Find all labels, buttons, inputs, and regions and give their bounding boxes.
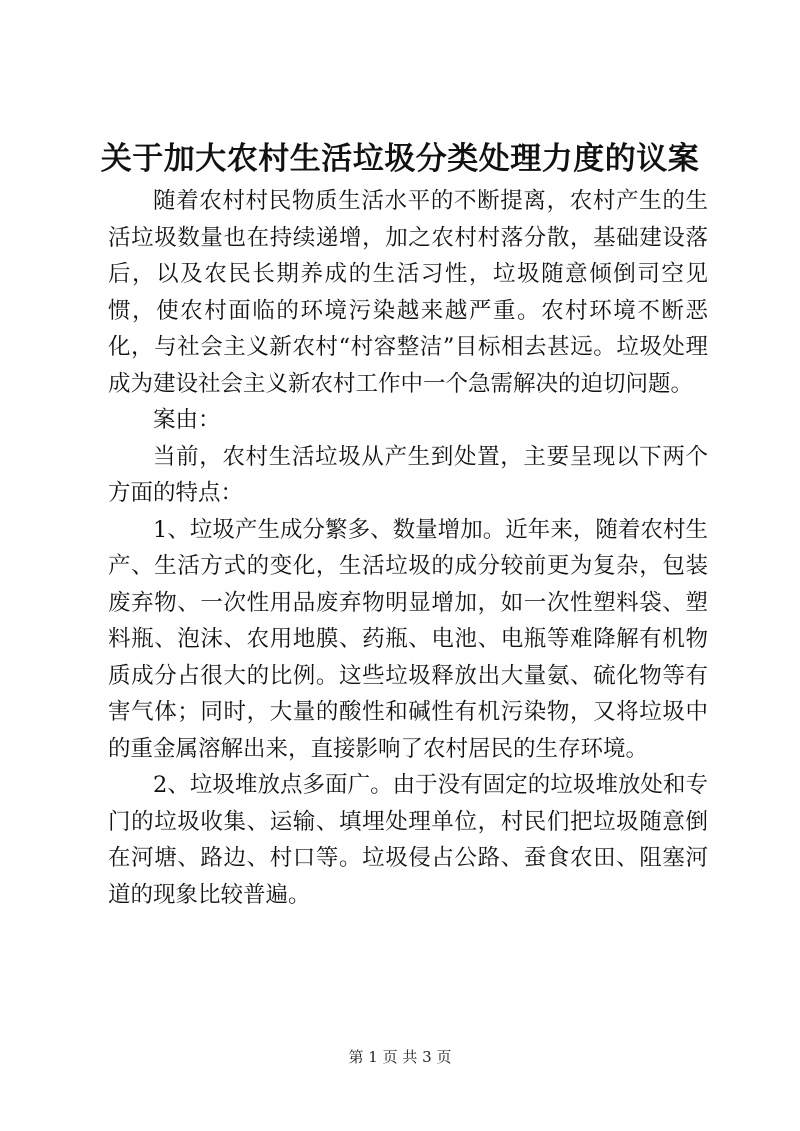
paragraph-point-2: 2、垃圾堆放点多面广。由于没有固定的垃圾堆放处和专门的垃圾收集、运输、填埋处理单位，村民们把垃圾随意倒在河塘、路边、村口等。垃圾侵占公路、蚕食农田、阻塞河道的现象比较普遍。 [108,772,708,908]
document-title: 关于加大农村生活垃圾分类处理力度的议案 [100,141,700,177]
paragraph-point-1: 1、垃圾产生成分繁多、数量增加。近年来，随着农村生产、生活方式的变化，生活垃圾的成分较前更为复杂，包装废弃物、一次性用品废弃物明显增加，如一次性塑料袋、塑料瓶、泡沫、农用地膜、药瓶、电池、电瓶等难降解有机物质成分占很大的比例。这些垃圾释放出大量氨、硫化物等有害气体；同时，大量的酸性和碱性有机污染物，又将垃圾中的重金属溶解出来，直接影响了农村居民的生存环境。 [108,516,708,762]
paragraph-current-situation: 当前，农村生活垃圾从产生到处置，主要呈现以下两个方面的特点： [108,443,708,506]
paragraph-intro: 随着农村村民物质生活水平的不断提离，农村产生的生活垃圾数量也在持续递增，加之农村村落分散，基础建设落后，以及农民长期养成的生活习性，垃圾随意倾倒司空见惯，使农村面临的环境污染越来越严重。农村环境不断恶化，与社会主义新农村“村容整洁”目标相去甚远。垃圾处理成为建设社会主义新农村工作中一个急需解决的迫切问题。 [108,188,708,397]
page-footer: 第 1 页 共 3 页 [348,1048,452,1066]
document-body [108,183,708,913]
paragraph-case-heading: 案由： [153,407,221,433]
